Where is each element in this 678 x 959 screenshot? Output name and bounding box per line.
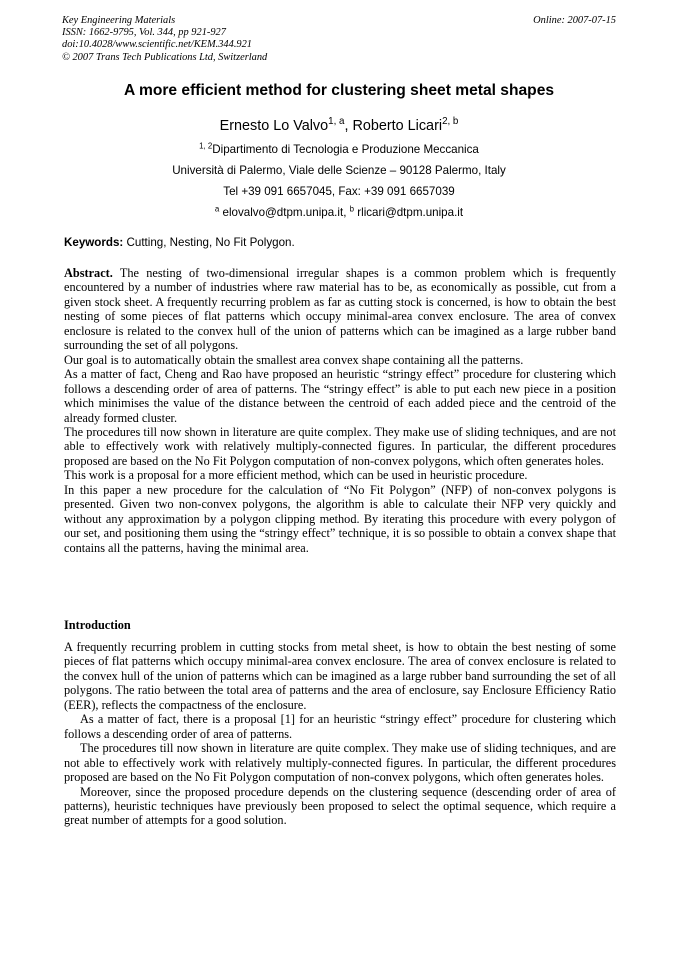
abstract-paragraph-1 <box>64 266 616 353</box>
email-b: rlicari@dtpm.unipa.it <box>354 206 464 219</box>
abstract-paragraph-2: Our goal is to automatically obtain the smallest area convex shape containing all the patterns. <box>64 352 524 367</box>
introduction-heading: Introduction <box>64 618 131 632</box>
author-2-name: Roberto Licari <box>352 118 443 134</box>
email-a: elovalvo@dtpm.unipa.it, <box>219 206 350 219</box>
affiliation-dept <box>62 143 616 157</box>
email-a-sup: a <box>214 204 220 214</box>
author-separator: , <box>344 118 353 134</box>
abstract-label: Abstract. <box>64 266 113 280</box>
abstract-paragraph-4: The procedures till now shown in literature are quite complex. They make use of sliding techniques, and are not able to effectively work with relatively multiply-connected figures. In particular, the different procedures proposed are based on the No Fit Polygon computation of non-convex polygons, which often generates holes. <box>64 424 616 468</box>
intro-paragraph-1: A frequently recurring problem in cutting stocks from metal sheet, is how to obtain the best nesting of some pieces of flat patterns which occupy minimal-area convex enclosure. The area of convex enclosure is related to the convex hull of the union of patterns which can be imagined as a large rubber band surrounding the set of all polygons. The ratio between the total area of patterns and the area of enclosure, say Enclosure Efficiency Ratio (EER), reflects the compactness of the enclosure. <box>64 640 616 712</box>
intro-paragraph-4: Moreover, since the proposed procedure depends on the clustering sequence (descending order of area of patterns), heuristic techniques have previously been proposed to select the optimal sequence, which require a great number of attempts for a good solution. <box>64 784 616 828</box>
intro-paragraph-2: As a matter of fact, there is a proposal [1] for an heuristic “stringy effect” procedure for clustering which follows a descending order of area of patterns. <box>64 712 616 741</box>
abstract-section <box>64 266 616 555</box>
journal-header <box>62 15 616 64</box>
paper-title: A more efficient method for clustering sheet metal shapes <box>123 82 555 99</box>
author-2-sup: 2, b <box>442 116 459 128</box>
keywords <box>64 236 616 250</box>
affiliation-address: Università di Palermo, Viale delle Scienze – 90128 Palermo, Italy <box>172 164 506 177</box>
intro-paragraph-3: The procedures till now shown in literature are quite complex. They make use of sliding techniques, and are not able to effectively work with relatively multiply-connected figures. In particular, the different procedures proposed are based on the No Fit Polygon computation of non-convex polygons, which often generates holes. <box>64 741 616 785</box>
author-line <box>62 118 616 135</box>
keywords-label: Keywords: <box>64 236 124 249</box>
introduction-section <box>64 640 616 828</box>
affiliation-phone: Tel +39 091 6657045, Fax: +39 091 6657039 <box>223 185 455 198</box>
keywords-text: Cutting, Nesting, No Fit Polygon. <box>123 236 295 249</box>
author-1-name: Ernesto Lo Valvo <box>219 118 329 134</box>
abstract-paragraph-6: In this paper a new procedure for the calculation of “No Fit Polygon” (NFP) of non-convex polygons is presented. Given two non-convex polygons, the algorithm is able to calculate their NFP very quickly and without any approximation by a polygon clipping method. By iterating this procedure with every polygon of our set, and positioning them using the “stringy effect” technique, it is so possible to obtain a convex shape that contains all the patterns, having the minimal area. <box>64 482 616 555</box>
abstract-paragraph-3: As a matter of fact, Cheng and Rao have proposed an heuristic “stringy effect” procedure for clustering which follows a descending order of area of patterns. The “stringy effect” is able to put each new piece in a position which minimises the value of the distance between the centroid of each added piece and the centroid of the already formed cluster. <box>64 367 616 425</box>
journal-doi: doi:10.4028/www.scientific.net/KEM.344.921 <box>62 39 252 51</box>
abstract-p1-text: The nesting of two-dimensional irregular shapes is a common problem which is frequently encountered by a number of industries where raw material has to be, as economically as possible, cut from a given stock sheet. A frequently recurring problem as far as cutting stock is concerned, is how to obtain the best nesting of some pieces of flat patterns which occupy minimal-area convex enclosure. The area of convex enclosure is related to the convex hull of the union of patterns which can be imagined as a large rubber band surrounding the set of all polygons. <box>64 266 616 353</box>
abstract-paragraph-5: This work is a proposal for a more efficient method, which can be used in heuristic procedure. <box>64 468 528 483</box>
affiliation-emails <box>62 206 616 220</box>
author-1-sup: 1, a <box>328 116 345 128</box>
dept-name: Dipartimento di Tecnologia e Produzione Meccanica <box>212 143 479 156</box>
journal-copyright: © 2007 Trans Tech Publications Ltd, Switzerland <box>62 51 268 63</box>
journal-issn: ISSN: 1662-9795, Vol. 344, pp 921-927 <box>62 27 226 39</box>
email-b-sup: b <box>349 204 355 214</box>
dept-sup: 1, 2 <box>199 141 213 151</box>
journal-name: Key Engineering Materials <box>62 15 176 26</box>
online-date: Online: 2007-07-15 <box>533 15 616 26</box>
